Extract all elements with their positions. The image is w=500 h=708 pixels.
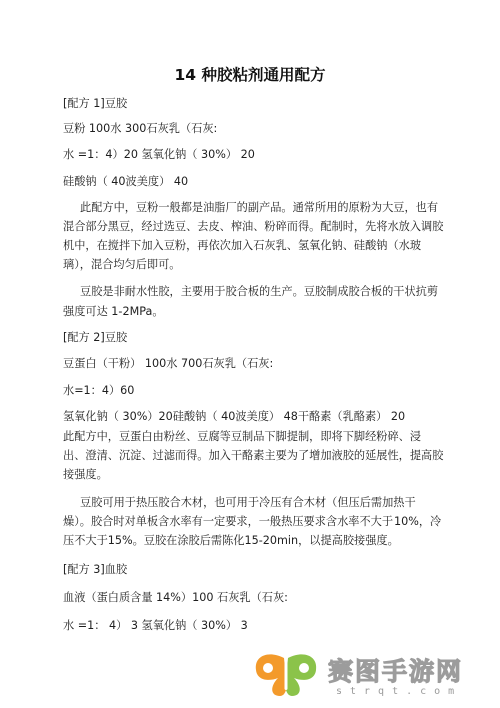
- recipe-2-line: 水=1：4）60: [63, 384, 135, 397]
- paragraph-line: 此配方中，豆蛋白由粉丝、豆腐等豆制品下脚提制，即将下脚经粉碎、浸: [63, 430, 422, 443]
- document-title: 14 种胶粘剂通用配方: [174, 66, 326, 84]
- paragraph-line: 强度可达 1-2MPa。: [63, 305, 164, 318]
- recipe-3-heading: [配方 3]血胶: [63, 563, 128, 576]
- paragraph-line: 豆胶可用于热压胶合木材，也可用于冷压有合木材（但压后需加热干: [80, 496, 416, 509]
- paragraph-line: 压不大于15%。豆胶在涂胶后需陈化15-20min，以提高胶接强度。: [63, 534, 399, 547]
- paragraph-line: 出、澄清、沉淀、过滤而得。加入干酪素主要为了增加液胶的延展性，提高胶: [63, 449, 444, 462]
- recipe-1-line: 水 =1：4）20 氢氧化钠（ 30%） 20: [63, 148, 255, 161]
- paragraph-line: 豆胶是非耐水性胶，主要用于胶合板的生产。豆胶制成胶合板的干状抗剪: [80, 285, 439, 298]
- recipe-1-line: 硅酸钠（ 40波美度） 40: [63, 175, 189, 188]
- watermark-url: strqt.com: [336, 686, 463, 697]
- paragraph-line: 璃），混合均匀后即可。: [63, 258, 181, 271]
- watermark-text: 赛图手游网: [328, 657, 464, 686]
- paragraph-line-part: 10%，冷: [394, 515, 442, 528]
- recipe-1-line: 豆粉 100水 300石灰乳（石灰:: [63, 122, 218, 135]
- recipe-1-heading: [配方 1]豆胶: [63, 97, 128, 110]
- recipe-2-line: 氢氧化钠（ 30%）20硅酸钠（ 40波美度） 48干酪素（乳酪素） 20: [63, 410, 406, 423]
- paragraph-line: 机中，在搅拌下加入豆粉，再依次加入石灰乳、氢氧化钠、硅酸钠（水玻: [63, 239, 422, 252]
- recipe-2-line: 豆蛋白（干粉） 100水 700石灰乳（石灰:: [63, 357, 274, 370]
- recipe-2-heading: [配方 2]豆胶: [63, 331, 128, 344]
- paragraph-line: 混合部分黑豆，经过选豆、去皮、榨油、粉碎而得。配制时，先将水放入调胶: [63, 220, 444, 233]
- butterfly-logo-icon: [248, 650, 324, 702]
- recipe-3-line: 水 =1： 4） 3 氢氧化钠（ 30%） 3: [63, 619, 248, 632]
- paragraph-line-part: 燥）。胶合时对单板含水率有一定要求，一般热压要求含水率不大于: [63, 515, 394, 528]
- paragraph-line: 此配方中，豆粉一般都是油脂厂的副产品。通常所用的原粉为大豆，也有: [80, 201, 439, 214]
- paragraph-line: 接强度。: [63, 468, 108, 481]
- recipe-3-line: 血液（蛋白质含量 14%）100 石灰乳（石灰:: [63, 591, 288, 604]
- watermark: [248, 650, 488, 702]
